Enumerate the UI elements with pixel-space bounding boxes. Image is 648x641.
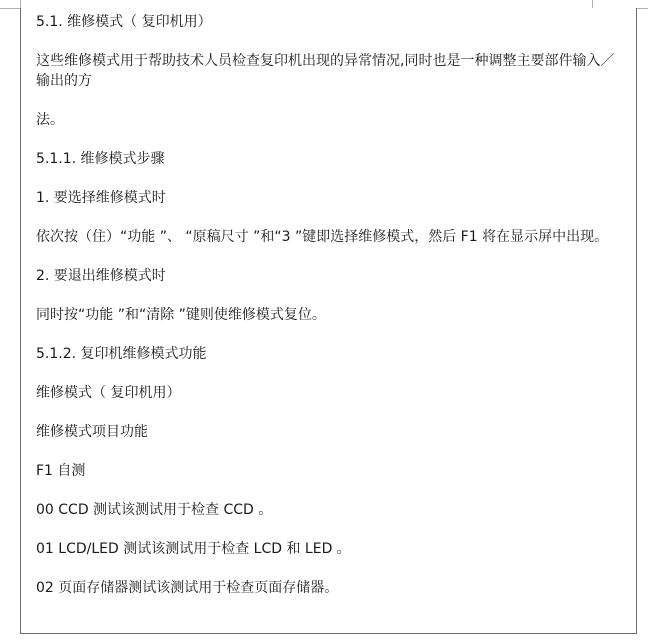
section-heading-5-1-2: 5.1.2. 复印机维修模式功能 bbox=[36, 346, 207, 362]
subheading-mode-items: 维修模式项目功能 bbox=[36, 424, 148, 440]
document-page bbox=[20, 8, 637, 634]
subheading-maintenance-mode: 维修模式（ 复印机用） bbox=[36, 385, 181, 401]
section-heading-5-1: 5.1. 维修模式（ 复印机用） bbox=[36, 14, 212, 30]
section-heading-5-1-1: 5.1.1. 维修模式步骤 bbox=[36, 151, 165, 167]
paragraph-intro: 这些维修模式用于帮助技术人员检查复印机出现的异常情况,同时也是一种调整主要部件输入／输出的方 bbox=[36, 53, 615, 89]
crop-mark-top-left-vertical bbox=[20, 0, 21, 8]
document-body bbox=[36, 12, 616, 598]
item-00-ccd-test: 00 CCD 测试该测试用于检查 CCD 。 bbox=[36, 502, 273, 518]
step-heading-exit: 2. 要退出维修模式时 bbox=[36, 268, 166, 284]
item-02-page-memory-test: 02 页面存储器测试该测试用于检查页面存储器。 bbox=[36, 580, 339, 596]
crop-mark-top-right-horizontal bbox=[637, 8, 648, 9]
item-f1-self-test: F1 自测 bbox=[36, 463, 86, 479]
item-01-lcd-led-test: 01 LCD/LED 测试该测试用于检查 LCD 和 LED 。 bbox=[36, 541, 351, 557]
paragraph-intro-continued: 法。 bbox=[36, 112, 64, 128]
paragraph-select-instructions: 依次按（住）“功能 ”、 “原稿尺寸 ”和“3 ”键即选择维修模式，然后 F1 将在显示屏中出现。 bbox=[36, 229, 609, 245]
step-heading-select: 1. 要选择维修模式时 bbox=[36, 190, 166, 206]
crop-mark-top-right-vertical bbox=[592, 0, 593, 8]
paragraph-exit-instructions: 同时按“功能 ”和“清除 ”键则使维修模式复位。 bbox=[36, 307, 326, 323]
crop-mark-top-left-horizontal bbox=[0, 8, 20, 9]
